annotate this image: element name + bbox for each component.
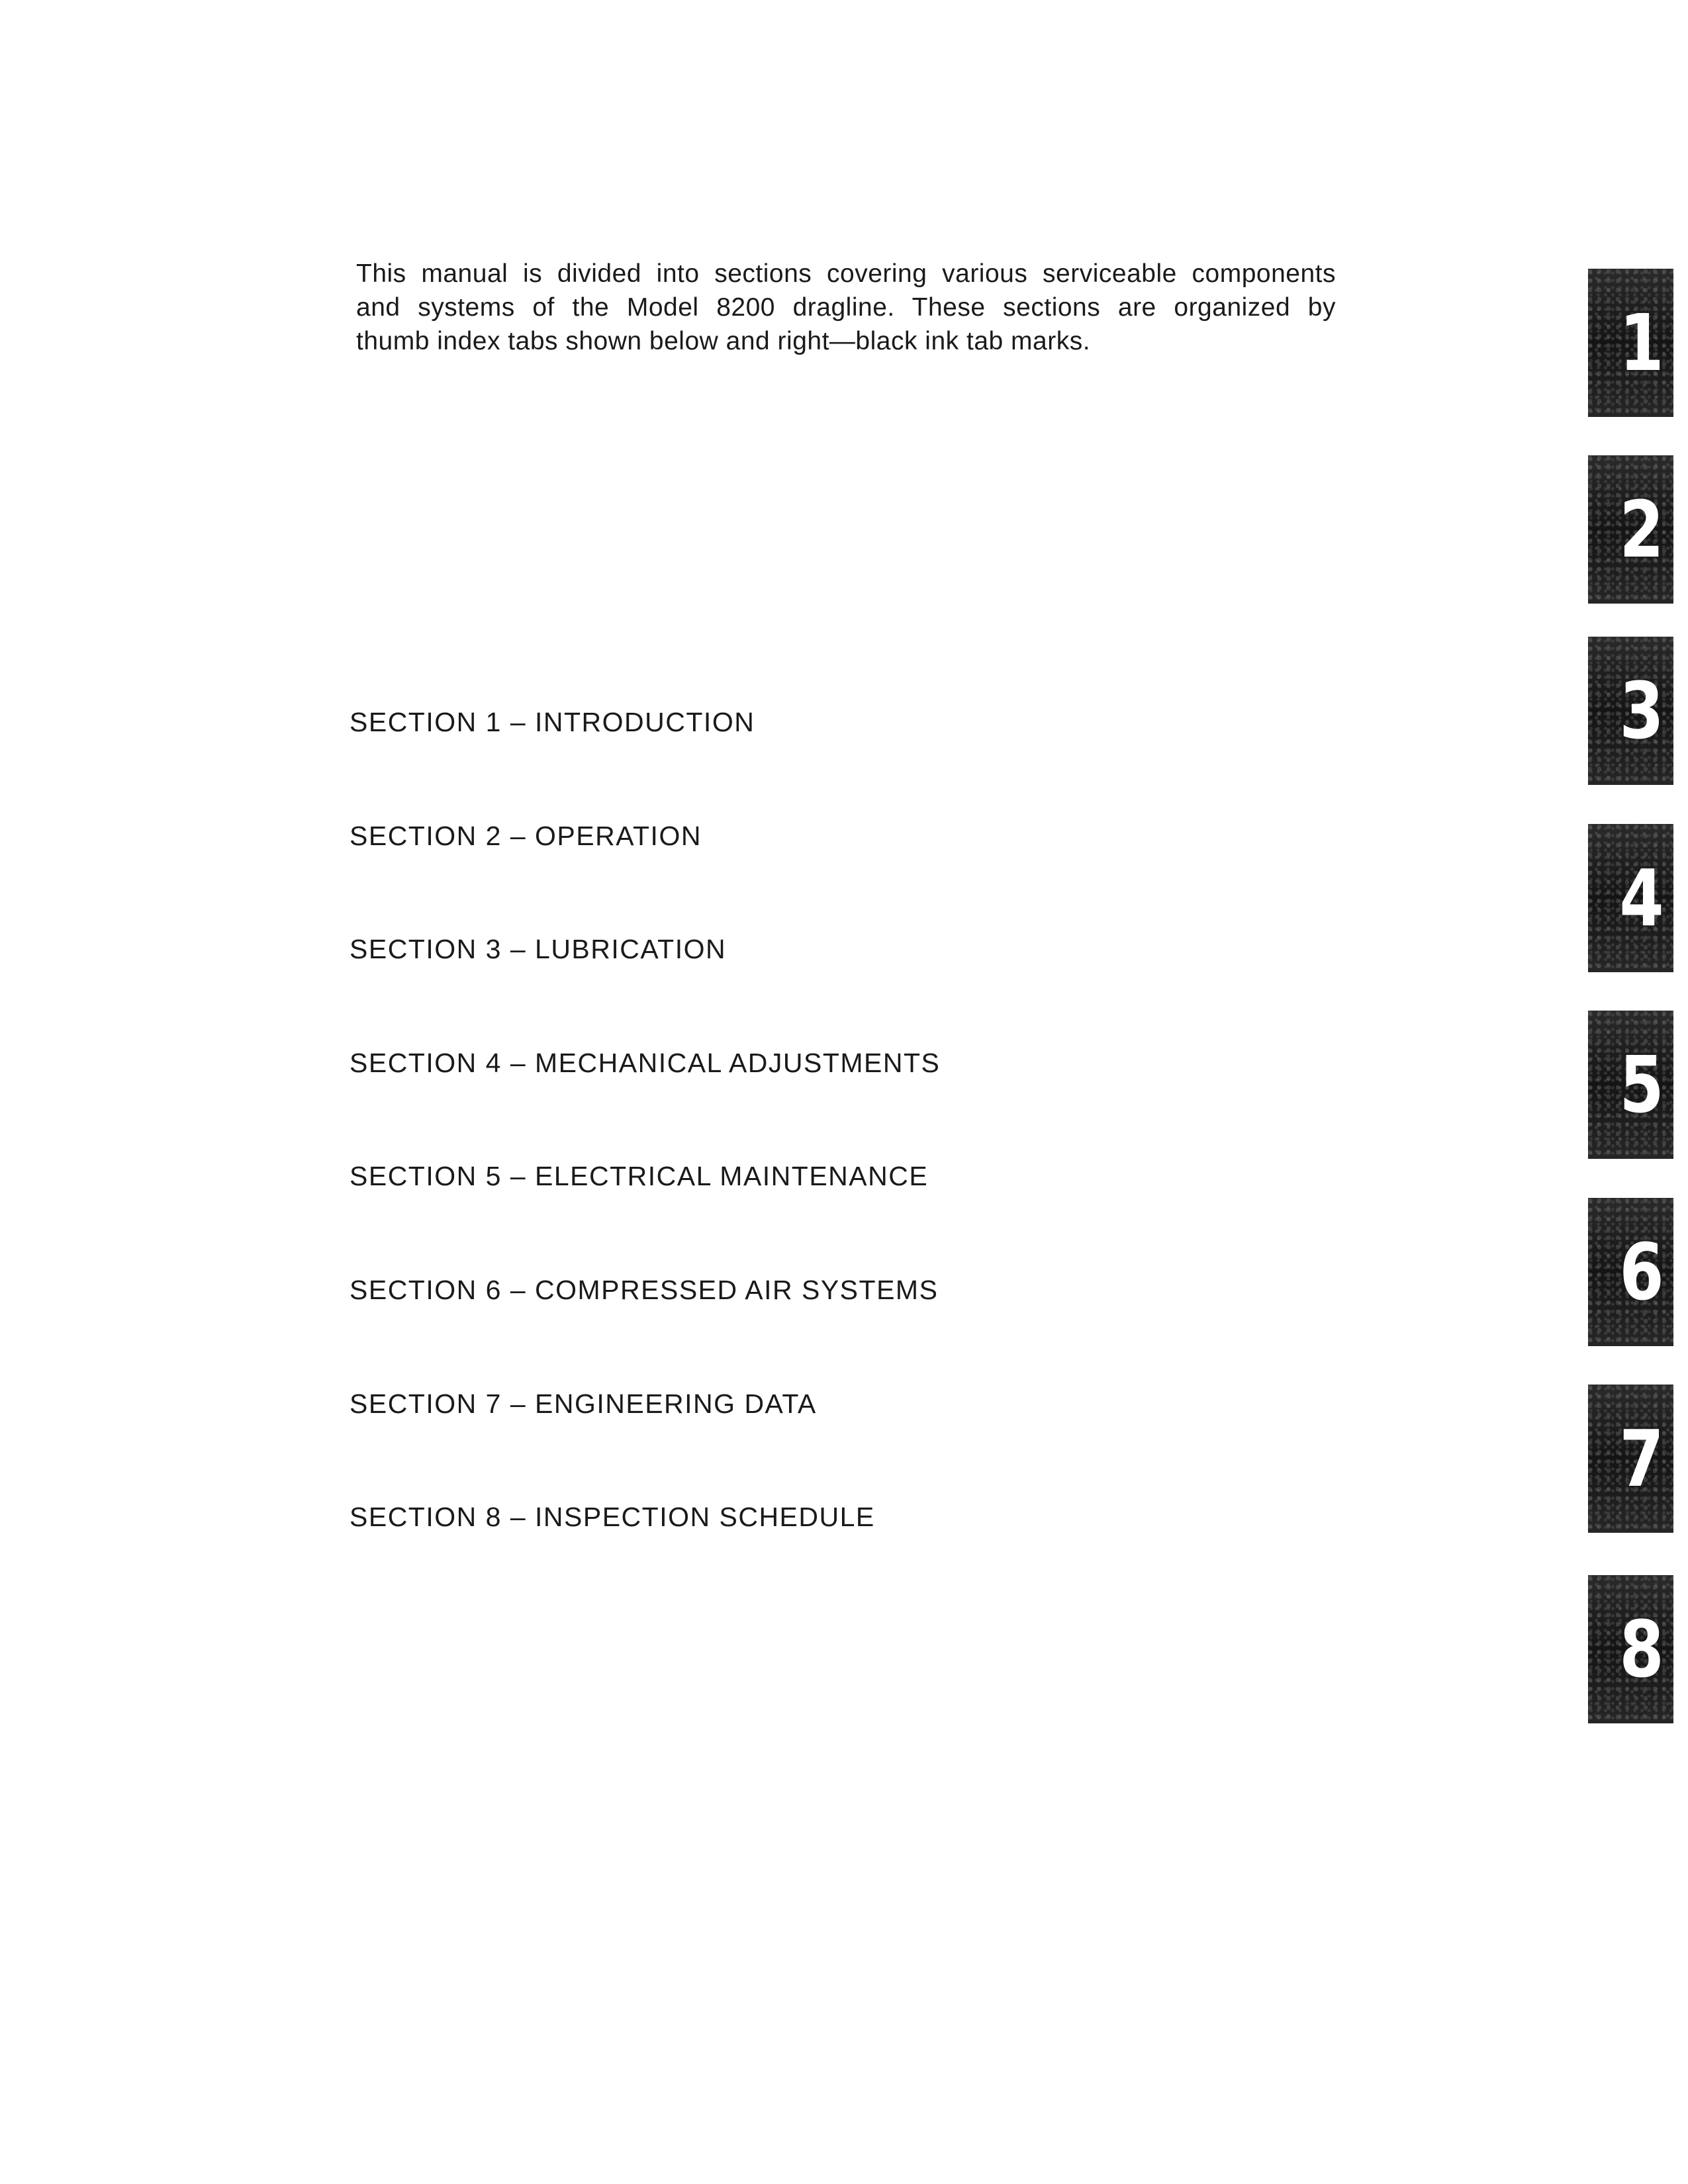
section-3-entry: SECTION 3 – LUBRICATION — [350, 934, 727, 964]
thumb-tab-5-number: 5 — [1619, 1039, 1665, 1130]
section-8-entry: SECTION 8 – INSPECTION SCHEDULE — [350, 1502, 875, 1532]
section-4-entry: SECTION 4 – MECHANICAL ADJUSTMENTS — [350, 1048, 941, 1078]
thumb-tab-3[interactable] — [1588, 637, 1673, 785]
thumb-tab-2[interactable] — [1588, 455, 1673, 604]
thumb-tab-1-number: 1 — [1619, 297, 1665, 388]
section-2-entry: SECTION 2 – OPERATION — [350, 821, 702, 851]
section-6-entry: SECTION 6 – COMPRESSED AIR SYSTEMS — [350, 1275, 939, 1305]
thumb-tab-2-number: 2 — [1619, 484, 1665, 575]
intro-paragraph — [356, 257, 1336, 358]
thumb-tab-6[interactable] — [1588, 1198, 1673, 1346]
thumb-tab-7-number: 7 — [1619, 1413, 1665, 1504]
thumb-tab-5[interactable] — [1588, 1011, 1673, 1159]
intro-line-2: and systems of the Model 8200 dragline. These sections are organized by — [356, 293, 1336, 322]
thumb-tab-1[interactable] — [1588, 269, 1673, 417]
thumb-index-tabs — [1588, 0, 1674, 2184]
section-7-entry: SECTION 7 – ENGINEERING DATA — [350, 1388, 817, 1419]
section-5-entry: SECTION 5 – ELECTRICAL MAINTENANCE — [350, 1161, 929, 1191]
section-1-entry: SECTION 1 – INTRODUCTION — [350, 707, 755, 737]
thumb-tab-7[interactable] — [1588, 1385, 1673, 1533]
thumb-tab-8-number: 8 — [1619, 1604, 1665, 1695]
intro-line-3: thumb index tabs shown below and right—black ink tab marks. — [356, 327, 1091, 355]
thumb-tab-6-number: 6 — [1619, 1226, 1665, 1318]
thumb-tab-4[interactable] — [1588, 824, 1673, 972]
thumb-tab-3-number: 3 — [1619, 665, 1665, 756]
intro-line-1: This manual is divided into sections covering various serviceable components — [356, 259, 1336, 288]
thumb-tab-8[interactable] — [1588, 1575, 1673, 1723]
thumb-tab-4-number: 4 — [1619, 852, 1665, 944]
